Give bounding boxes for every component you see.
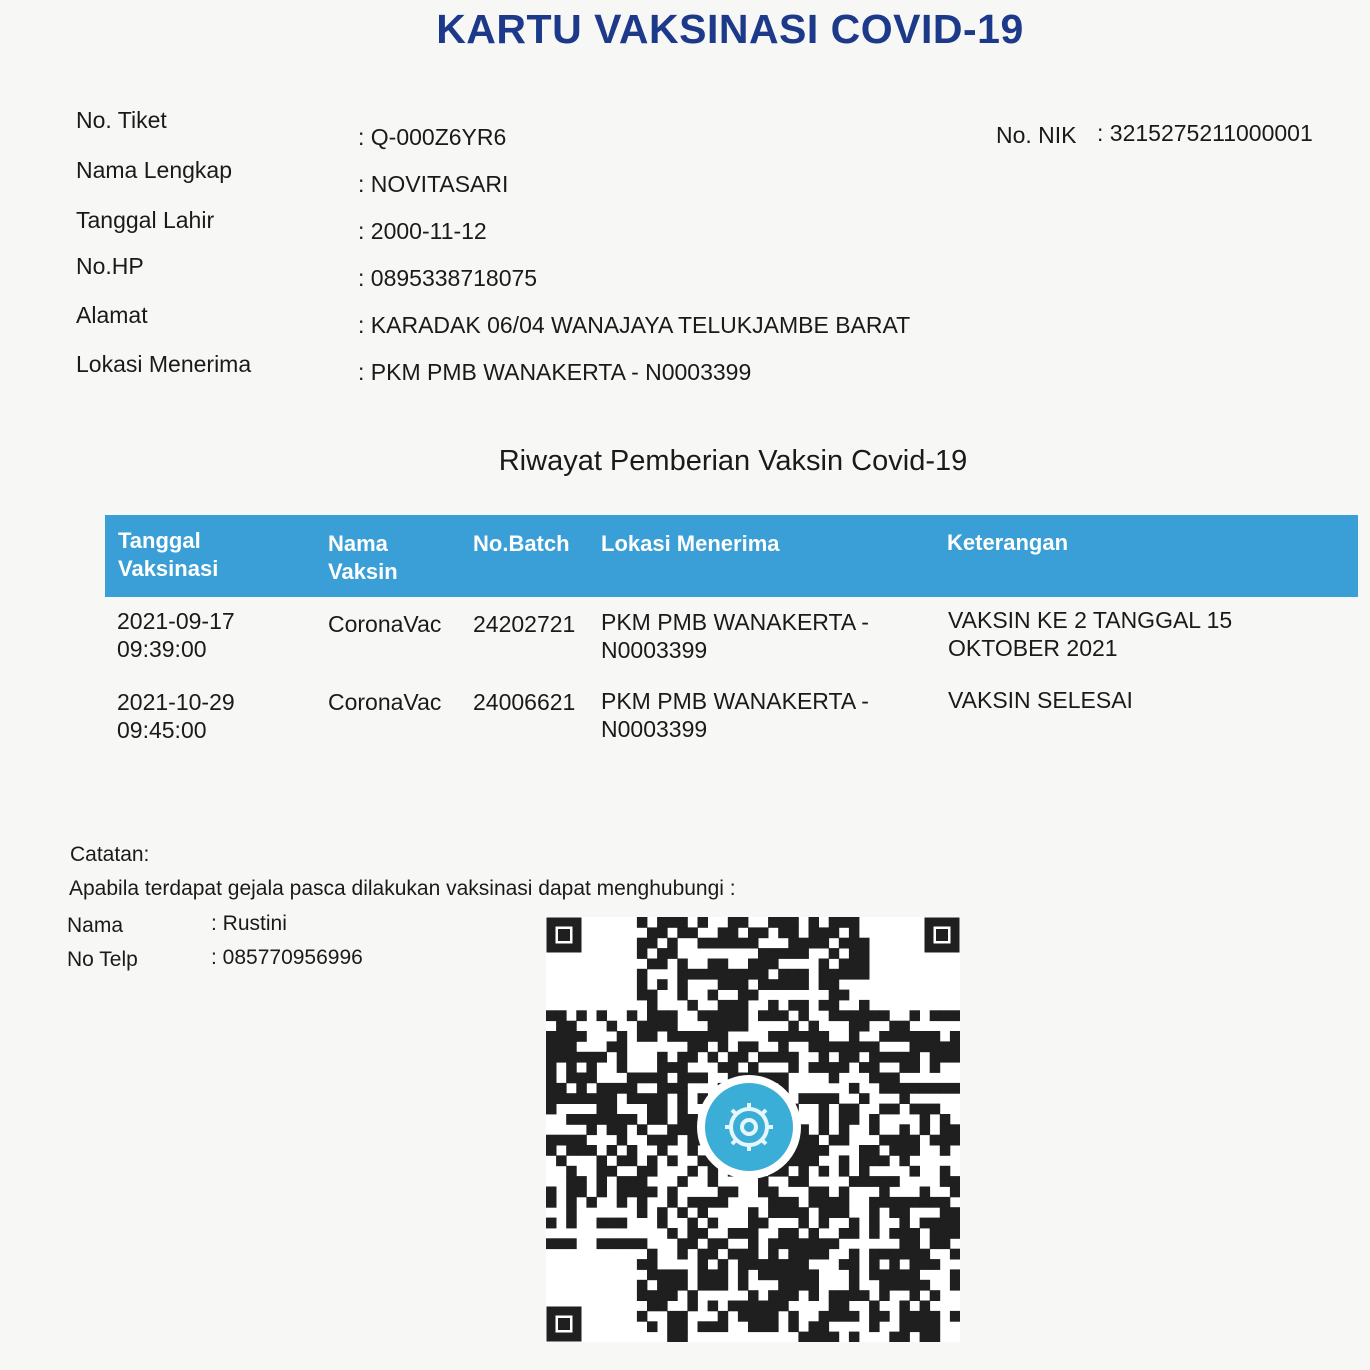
nik-value: : 3215275211000001 [1097, 120, 1313, 146]
row-1-batch: 24202721 [473, 611, 576, 637]
row-2-vaccine: CoronaVac [328, 689, 442, 715]
birth-date-value: : 2000-11-12 [358, 218, 487, 244]
address-label: Alamat [76, 302, 148, 328]
address-value: : KARADAK 06/04 WANAJAYA TELUKJAMBE BARAT [358, 312, 911, 338]
ticket-value: : Q-000Z6YR6 [358, 124, 507, 150]
row-2-note: VAKSIN SELESAI [948, 687, 1133, 713]
row-2-batch: 24006621 [473, 689, 576, 715]
notes-text: Apabila terdapat gejala pasca dilakukan vaksinasi dapat menghubungi : [69, 877, 736, 900]
qr-code-icon [546, 917, 960, 1342]
peduli-lindungi-logo-icon [697, 1075, 801, 1179]
row-2-location: PKM PMB WANAKERTA - N0003399 [601, 688, 869, 742]
birth-date-label: Tanggal Lahir [76, 207, 215, 233]
notes-heading: Catatan: [70, 843, 150, 866]
location-label: Lokasi Menerima [76, 351, 252, 377]
contact-name-label: Nama [67, 914, 124, 937]
history-table-header [105, 515, 1358, 597]
row-1-location: PKM PMB WANAKERTA - N0003399 [601, 609, 869, 663]
ticket-label: No. Tiket [76, 107, 167, 133]
phone-value: : 0895338718075 [358, 265, 538, 291]
column-header-vaccine: Nama Vaksin [328, 531, 398, 584]
full-name-label: Nama Lengkap [76, 157, 232, 183]
row-2-date: 2021-10-29 09:45:00 [117, 689, 235, 743]
history-title: Riwayat Pemberian Vaksin Covid-19 [498, 445, 968, 477]
column-header-note: Keterangan [947, 530, 1069, 555]
nik-label: No. NIK [996, 122, 1077, 148]
column-header-batch: No.Batch [473, 531, 570, 556]
phone-label: No.HP [76, 253, 144, 279]
row-1-date: 2021-09-17 09:39:00 [117, 608, 235, 662]
card-title: KARTU VAKSINASI COVID-19 [436, 6, 1024, 52]
location-value: : PKM PMB WANAKERTA - N0003399 [358, 359, 752, 385]
contact-name-value: : Rustini [211, 912, 287, 935]
row-1-vaccine: CoronaVac [328, 611, 442, 637]
full-name-value: : NOVITASARI [358, 171, 509, 197]
column-header-location: Lokasi Menerima [601, 531, 780, 556]
contact-phone-value: : 085770956996 [211, 946, 363, 969]
row-1-note: VAKSIN KE 2 TANGGAL 15 OKTOBER 2021 [948, 607, 1233, 661]
contact-phone-label: No Telp [67, 948, 138, 971]
column-header-date: Tanggal Vaksinasi [118, 528, 219, 581]
